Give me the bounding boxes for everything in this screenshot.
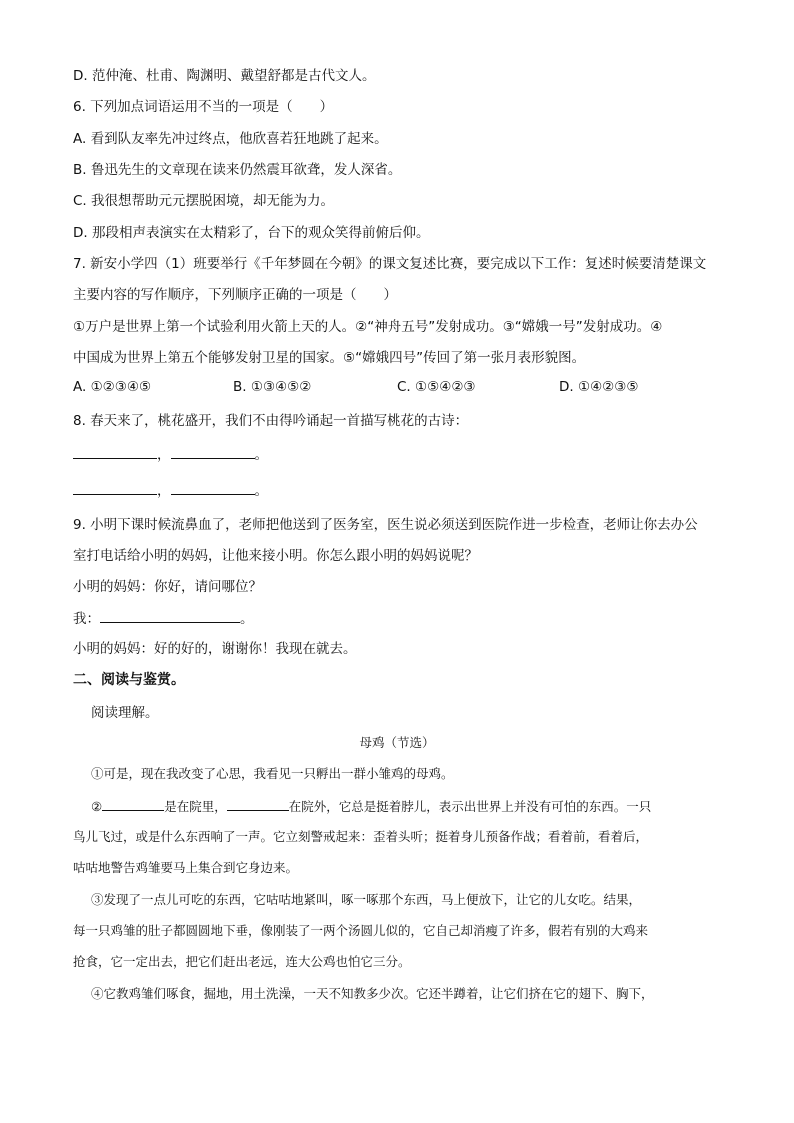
section-heading: 二、阅读与鉴赏。: [73, 672, 185, 688]
q8-blank-line2: ， 。: [73, 480, 268, 501]
q7-option-a[interactable]: A. ①②③④⑤: [73, 379, 152, 395]
passage-paragraph-4-line1: ④它教鸡雏们啄食，掘地，用土洗澡，一天不知教多少次。它还半蹲着，让它们挤在它的翅下、胸下，: [91, 986, 654, 1001]
q7-stem-line2: 主要内容的写作顺序，下列顺序正确的一项是（ ）: [73, 287, 397, 303]
q5-option-d: D. 范仲淹、杜甫、陶渊明、戴望舒都是古代文人。: [73, 68, 376, 84]
q7-stem-line1: 7. 新安小学四（1）班要举行《千年梦圆在今朝》的课文复述比赛，要完成以下工作：复述时候要清楚课文: [73, 256, 707, 272]
q6-option-d: D. 那段相声表演实在太精彩了，台下的观众笑得前俯后仰。: [73, 225, 430, 241]
passage-paragraph-2-line1: ② 是在院里， 在院外，它总是挺着脖儿，表示出世界上并没有可怕的东西。一只: [91, 796, 651, 817]
passage-paragraph-3-line1: ③发现了一点儿可吃的东西，它咕咕地紧叫，啄一啄那个东西，马上便放下，让它的儿女吃。结果，: [91, 892, 642, 907]
q6-stem: 6. 下列加点词语运用不当的一项是（ ）: [73, 99, 334, 115]
passage-paragraph-2-line3: 咕咕地警告鸡雏要马上集合到它身边来。: [73, 860, 299, 875]
reading-intro: 阅读理解。: [91, 705, 159, 721]
q9-stem-line2: 室打电话给小明的妈妈，让他来接小明。你怎么跟小明的妈妈说呢？: [73, 548, 478, 564]
answer-blank[interactable]: [171, 480, 255, 495]
answer-blank[interactable]: [73, 444, 157, 459]
passage-paragraph-2-line2: 鸟儿飞过，或是什么东西响了一声。它立刻警戒起来：歪着头听；挺着身儿预备作战；看着前，看着后，: [73, 829, 649, 844]
q7-items-line2: 中国成为世界上第五个能够发射卫星的国家。⑤“嫦娥四号”传回了第一张月表形貌图。: [73, 350, 586, 366]
answer-blank[interactable]: [227, 796, 289, 811]
q6-option-b: B. 鲁迅先生的文章现在读来仍然震耳欲聋，发人深省。: [73, 162, 402, 178]
q9-dialog-me: 我： 。: [73, 608, 254, 629]
q6-option-c: C. 我很想帮助元元摆脱困境，却无能为力。: [73, 193, 335, 209]
answer-blank[interactable]: [171, 444, 255, 459]
passage-paragraph-3-line2: 每一只鸡雏的肚子都圆圆地下垂，像刚装了一两个汤圆儿似的，它自己却消瘦了许多，假若有别的大鸡来: [73, 923, 649, 938]
q7-option-b[interactable]: B. ①③④⑤②: [233, 379, 312, 395]
answer-blank[interactable]: [73, 480, 157, 495]
q7-items-line1: ①万户是世界上第一个试验利用火箭上天的人。②“神舟五号”发射成功。③“嫦娥一号”发射成功。④: [73, 319, 663, 335]
q8-stem: 8. 春天来了，桃花盛开，我们不由得吟诵起一首描写桃花的古诗：: [73, 413, 469, 429]
passage-paragraph-3-line3: 抢食，它一定出去，把它们赶出老远，连大公鸡也怕它三分。: [73, 954, 411, 969]
q9-dialog-mom2: 小明的妈妈：好的好的，谢谢你！我现在就去。: [73, 641, 357, 657]
passage-paragraph-1: ①可是，现在我改变了心思，我看见一只孵出一群小雏鸡的母鸡。: [91, 766, 454, 781]
q7-option-c[interactable]: C. ①⑤④②③: [397, 379, 476, 395]
q7-options: [73, 379, 733, 399]
q6-option-a: A. 看到队友率先冲过终点，他欣喜若狂地跳了起来。: [73, 131, 388, 147]
q9-dialog-mom1: 小明的妈妈：你好，请问哪位？: [73, 579, 262, 595]
answer-blank[interactable]: [100, 608, 240, 623]
q8-blank-line1: ， 。: [73, 444, 268, 465]
q7-option-d[interactable]: D. ①④②③⑤: [559, 379, 639, 395]
q9-stem-line1: 9. 小明下课时候流鼻血了，老师把他送到了医务室，医生说必须送到医院作进一步检查，老师让你去办公: [73, 517, 698, 533]
passage-title: 母鸡（节选）: [359, 735, 435, 750]
answer-blank[interactable]: [102, 796, 164, 811]
